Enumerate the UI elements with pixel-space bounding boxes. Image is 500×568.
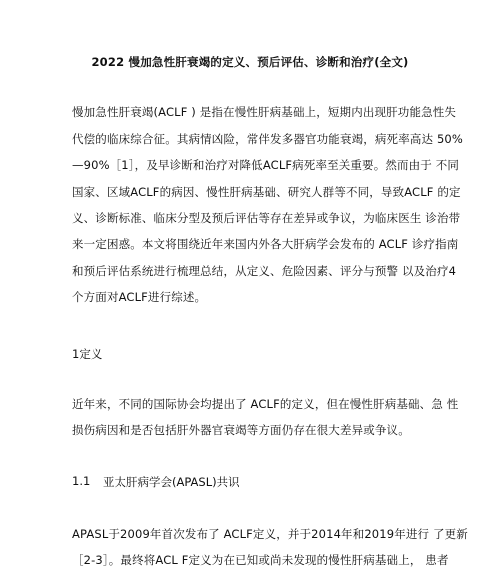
subsection-title: 亚太肝病学会(APASL)共识	[103, 475, 240, 489]
document-title: 2022 慢加急性肝衰竭的定义、预后评估、诊断和治疗(全文)	[91, 55, 409, 69]
intro-line-8: 个方面对ACLF进行综述。	[72, 290, 207, 304]
intro-line-1: 慢加急性肝衰竭(ACLF ) 是指在慢性肝病基础上，短期内出现肝功能急性失	[72, 105, 457, 119]
intro-line-4: 国家、区域ACLF的病因、慢性肝病基础、研究人群等不同，导致ACLF 的定	[72, 185, 461, 199]
intro-line-7: 和预后评估系统进行梳理总结，从定义、危险因素、评分与预警 以及治疗4	[72, 264, 457, 278]
intro-line-2: 代偿的临床综合征。其病情凶险，常伴发多器官功能衰竭，病死率高达 50%	[72, 132, 463, 146]
subsection-line-2: ［2-3］。最终将ACL F定义为在已知或尚未发现的慢性肝病基础上， 患者	[72, 553, 449, 567]
section-1-heading: 1定义	[72, 347, 103, 361]
intro-line-3: —90%［1］，及早诊断和治疗对降低ACLF病死率至关重要。然而由于 不同	[72, 158, 460, 172]
section-1-line-1: 近年来，不同的国际协会均提出了 ACLF的定义，但在慢性肝病基础、急 性	[72, 397, 459, 411]
subsection-number: 1.1	[72, 474, 91, 488]
intro-line-6: 来一定困惑。本文将围绕近年来国内外各大肝病学会发布的 ACLF 诊疗指南	[72, 237, 459, 251]
intro-line-5: 义、诊断标准、临床分型及预后评估等存在差异或争议，为临床医生 诊治带	[72, 211, 461, 225]
subsection-line-1: APASL于2009年首次发布了 ACLF定义，并于2014年和2019年进行 了更新	[72, 527, 468, 541]
section-1-line-2: 损伤病因和是否包括肝外器官衰竭等方面仍存在很大差异或争议。	[72, 423, 410, 437]
